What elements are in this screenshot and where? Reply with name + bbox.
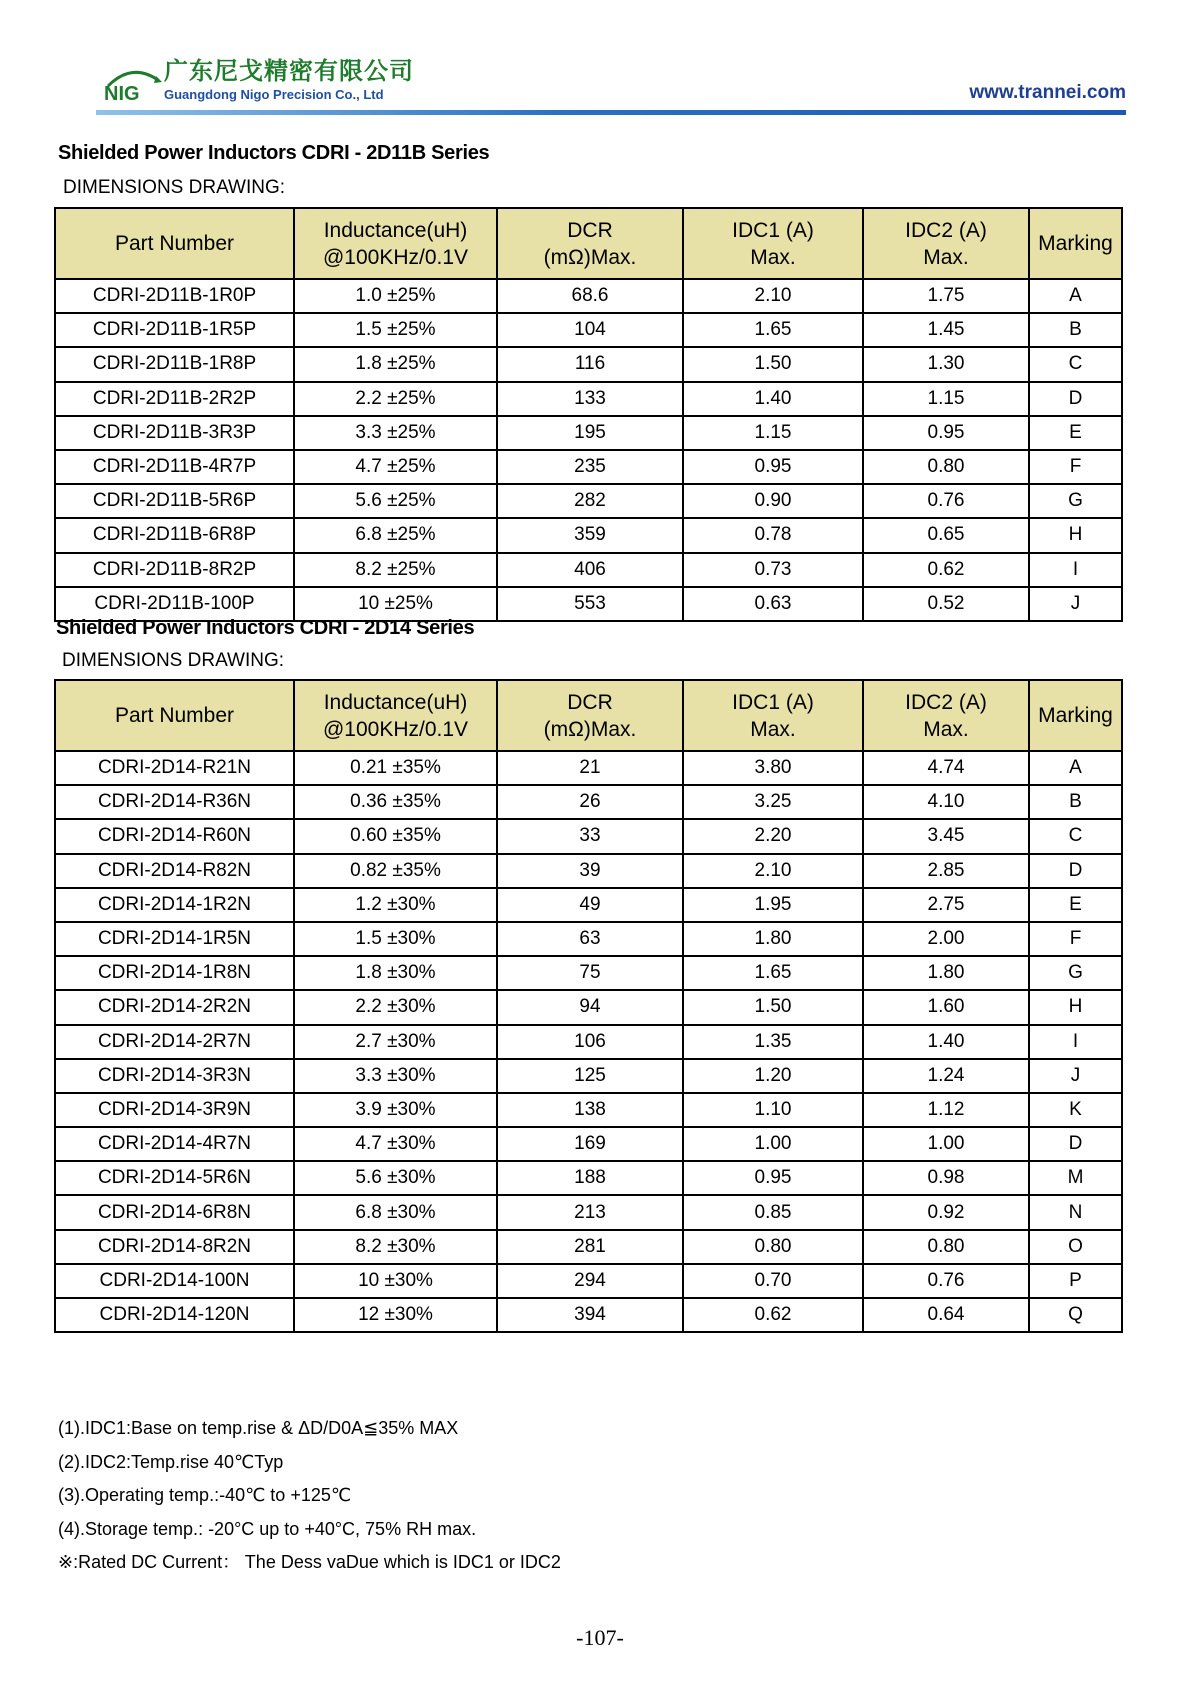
part-number-cell: CDRI-2D14-1R8N bbox=[55, 956, 294, 990]
marking-cell: G bbox=[1029, 484, 1122, 518]
marking-cell: F bbox=[1029, 922, 1122, 956]
inductance-cell: 2.2 ±25% bbox=[294, 382, 497, 416]
idc1-cell: 1.65 bbox=[683, 313, 863, 347]
marking-cell: J bbox=[1029, 587, 1122, 621]
website-url[interactable]: www.trannei.com bbox=[969, 82, 1126, 103]
dcr-cell: 33 bbox=[497, 819, 683, 853]
idc2-cell: 0.64 bbox=[863, 1298, 1029, 1332]
part-number-cell: CDRI-2D14-1R5N bbox=[55, 922, 294, 956]
table-row bbox=[55, 279, 1122, 313]
dcr-cell: 116 bbox=[497, 347, 683, 381]
dcr-cell: 21 bbox=[497, 751, 683, 785]
idc1-cell: 1.15 bbox=[683, 416, 863, 450]
note-storage-temp: (4).Storage temp.: -20°C up to +40°C, 75% RH max. bbox=[58, 1518, 477, 1539]
idc1-cell: 0.63 bbox=[683, 587, 863, 621]
idc2-cell: 4.74 bbox=[863, 751, 1029, 785]
part-number-cell: CDRI-2D11B-100P bbox=[55, 587, 294, 621]
part-number-cell: CDRI-2D14-4R7N bbox=[55, 1127, 294, 1161]
dcr-cell: 63 bbox=[497, 922, 683, 956]
part-number-cell: CDRI-2D11B-1R0P bbox=[55, 279, 294, 313]
dcr-cell: 213 bbox=[497, 1195, 683, 1229]
table-row bbox=[55, 922, 1122, 956]
dcr-cell: 282 bbox=[497, 484, 683, 518]
col-idc1: IDC1 (A) Max. bbox=[683, 208, 863, 279]
dcr-cell: 406 bbox=[497, 553, 683, 587]
idc1-cell: 1.50 bbox=[683, 990, 863, 1024]
col-part-number: Part Number bbox=[55, 680, 294, 751]
idc2-cell: 2.85 bbox=[863, 854, 1029, 888]
table-row bbox=[55, 1298, 1122, 1332]
part-number-cell: CDRI-2D11B-5R6P bbox=[55, 484, 294, 518]
inductance-cell: 3.9 ±30% bbox=[294, 1093, 497, 1127]
idc1-cell: 0.95 bbox=[683, 450, 863, 484]
dcr-cell: 106 bbox=[497, 1025, 683, 1059]
marking-cell: K bbox=[1029, 1093, 1122, 1127]
marking-cell: C bbox=[1029, 347, 1122, 381]
part-number-cell: CDRI-2D14-100N bbox=[55, 1264, 294, 1298]
part-number-cell: CDRI-2D11B-1R8P bbox=[55, 347, 294, 381]
part-number-cell: CDRI-2D14-6R8N bbox=[55, 1195, 294, 1229]
table-header-row bbox=[55, 680, 1122, 751]
marking-cell: A bbox=[1029, 279, 1122, 313]
marking-cell: B bbox=[1029, 313, 1122, 347]
idc1-cell: 0.80 bbox=[683, 1230, 863, 1264]
table-row bbox=[55, 990, 1122, 1024]
inductance-cell: 5.6 ±30% bbox=[294, 1161, 497, 1195]
idc2-cell: 4.10 bbox=[863, 785, 1029, 819]
inductance-cell: 1.2 ±30% bbox=[294, 888, 497, 922]
col-marking: Marking bbox=[1029, 208, 1122, 279]
idc1-cell: 2.20 bbox=[683, 819, 863, 853]
col-inductance: Inductance(uH) @100KHz/0.1V bbox=[294, 208, 497, 279]
table-row bbox=[55, 1161, 1122, 1195]
note-operating-temp: (3).Operating temp.:-40℃ to +125℃ bbox=[58, 1485, 352, 1505]
inductance-cell: 8.2 ±25% bbox=[294, 553, 497, 587]
inductance-cell: 2.7 ±30% bbox=[294, 1025, 497, 1059]
table-row bbox=[55, 1230, 1122, 1264]
part-number-cell: CDRI-2D14-R60N bbox=[55, 819, 294, 853]
table-body bbox=[55, 751, 1122, 1332]
series-title-2d14: Shielded Power Inductors CDRI - 2D14 Series bbox=[56, 617, 475, 639]
part-number-cell: CDRI-2D14-R21N bbox=[55, 751, 294, 785]
part-number-cell: CDRI-2D14-R82N bbox=[55, 854, 294, 888]
inductance-cell: 1.8 ±25% bbox=[294, 347, 497, 381]
idc1-cell: 1.35 bbox=[683, 1025, 863, 1059]
idc1-cell: 1.65 bbox=[683, 956, 863, 990]
marking-cell: D bbox=[1029, 382, 1122, 416]
marking-cell: H bbox=[1029, 990, 1122, 1024]
table-row bbox=[55, 854, 1122, 888]
col-idc2: IDC2 (A) Max. bbox=[863, 208, 1029, 279]
inductance-cell: 5.6 ±25% bbox=[294, 484, 497, 518]
marking-cell: O bbox=[1029, 1230, 1122, 1264]
notes bbox=[58, 1412, 561, 1580]
idc1-cell: 1.40 bbox=[683, 382, 863, 416]
inductance-cell: 0.60 ±35% bbox=[294, 819, 497, 853]
idc2-cell: 1.00 bbox=[863, 1127, 1029, 1161]
inductance-cell: 1.0 ±25% bbox=[294, 279, 497, 313]
marking-cell: E bbox=[1029, 888, 1122, 922]
dcr-cell: 133 bbox=[497, 382, 683, 416]
idc1-cell: 1.10 bbox=[683, 1093, 863, 1127]
col-idc1: IDC1 (A) Max. bbox=[683, 680, 863, 751]
inductance-cell: 0.36 ±35% bbox=[294, 785, 497, 819]
idc2-cell: 1.12 bbox=[863, 1093, 1029, 1127]
idc2-cell: 1.24 bbox=[863, 1059, 1029, 1093]
table-row bbox=[55, 313, 1122, 347]
marking-cell: I bbox=[1029, 553, 1122, 587]
inductance-cell: 3.3 ±30% bbox=[294, 1059, 497, 1093]
dcr-cell: 281 bbox=[497, 1230, 683, 1264]
dimensions-drawing-label-2d14: DIMENSIONS DRAWING: bbox=[62, 650, 285, 671]
idc1-cell: 1.00 bbox=[683, 1127, 863, 1161]
part-number-cell: CDRI-2D14-120N bbox=[55, 1298, 294, 1332]
table-row bbox=[55, 1025, 1122, 1059]
idc2-cell: 1.80 bbox=[863, 956, 1029, 990]
inductance-cell: 10 ±30% bbox=[294, 1264, 497, 1298]
idc1-cell: 0.70 bbox=[683, 1264, 863, 1298]
dcr-cell: 94 bbox=[497, 990, 683, 1024]
part-number-cell: CDRI-2D14-8R2N bbox=[55, 1230, 294, 1264]
part-number-cell: CDRI-2D14-2R7N bbox=[55, 1025, 294, 1059]
table-row bbox=[55, 751, 1122, 785]
idc1-cell: 3.80 bbox=[683, 751, 863, 785]
table-row bbox=[55, 382, 1122, 416]
idc1-cell: 0.62 bbox=[683, 1298, 863, 1332]
marking-cell: G bbox=[1029, 956, 1122, 990]
marking-cell: E bbox=[1029, 416, 1122, 450]
company-name bbox=[164, 58, 414, 103]
spec-table-2d11b bbox=[54, 207, 1123, 622]
dcr-cell: 169 bbox=[497, 1127, 683, 1161]
table-body bbox=[55, 279, 1122, 621]
dcr-cell: 125 bbox=[497, 1059, 683, 1093]
spec-table-2d14 bbox=[54, 679, 1123, 1333]
idc2-cell: 2.00 bbox=[863, 922, 1029, 956]
idc2-cell: 3.45 bbox=[863, 819, 1029, 853]
inductance-cell: 1.5 ±25% bbox=[294, 313, 497, 347]
idc2-cell: 2.75 bbox=[863, 888, 1029, 922]
company-name-en: Guangdong Nigo Precision Co., Ltd bbox=[164, 87, 384, 102]
marking-cell: F bbox=[1029, 450, 1122, 484]
company-name-cn: 广东尼戈精密有限公司 bbox=[164, 58, 414, 85]
part-number-cell: CDRI-2D11B-2R2P bbox=[55, 382, 294, 416]
idc2-cell: 0.76 bbox=[863, 484, 1029, 518]
idc2-cell: 1.45 bbox=[863, 313, 1029, 347]
marking-cell: J bbox=[1029, 1059, 1122, 1093]
idc2-cell: 0.65 bbox=[863, 518, 1029, 552]
idc2-cell: 1.60 bbox=[863, 990, 1029, 1024]
idc1-cell: 0.78 bbox=[683, 518, 863, 552]
dcr-cell: 359 bbox=[497, 518, 683, 552]
page-header bbox=[96, 52, 1126, 112]
dcr-cell: 26 bbox=[497, 785, 683, 819]
idc1-cell: 1.50 bbox=[683, 347, 863, 381]
table-row bbox=[55, 1093, 1122, 1127]
table-row bbox=[55, 1127, 1122, 1161]
part-number-cell: CDRI-2D11B-8R2P bbox=[55, 553, 294, 587]
table-row bbox=[55, 347, 1122, 381]
inductance-cell: 6.8 ±30% bbox=[294, 1195, 497, 1229]
inductance-cell: 0.82 ±35% bbox=[294, 854, 497, 888]
table-row bbox=[55, 1264, 1122, 1298]
page-number: -107- bbox=[576, 1625, 624, 1650]
col-marking: Marking bbox=[1029, 680, 1122, 751]
note-rated-dc-current: ※:Rated DC Current： The Dess vaDue which is IDC1 or IDC2 bbox=[58, 1552, 561, 1572]
inductance-cell: 6.8 ±25% bbox=[294, 518, 497, 552]
part-number-cell: CDRI-2D14-1R2N bbox=[55, 888, 294, 922]
dcr-cell: 104 bbox=[497, 313, 683, 347]
inductance-cell: 3.3 ±25% bbox=[294, 416, 497, 450]
marking-cell: D bbox=[1029, 854, 1122, 888]
dcr-cell: 195 bbox=[497, 416, 683, 450]
idc2-cell: 0.98 bbox=[863, 1161, 1029, 1195]
dcr-cell: 294 bbox=[497, 1264, 683, 1298]
inductance-cell: 4.7 ±30% bbox=[294, 1127, 497, 1161]
header-divider bbox=[96, 110, 1126, 115]
dcr-cell: 68.6 bbox=[497, 279, 683, 313]
note-idc2: (2).IDC2:Temp.rise 40℃Typ bbox=[58, 1451, 284, 1472]
table-row bbox=[55, 450, 1122, 484]
col-dcr: DCR (mΩ)Max. bbox=[497, 680, 683, 751]
marking-cell: B bbox=[1029, 785, 1122, 819]
part-number-cell: CDRI-2D14-3R9N bbox=[55, 1093, 294, 1127]
dcr-cell: 394 bbox=[497, 1298, 683, 1332]
marking-cell: Q bbox=[1029, 1298, 1122, 1332]
nigo-logo-icon bbox=[102, 66, 164, 106]
idc1-cell: 0.90 bbox=[683, 484, 863, 518]
table-row bbox=[55, 956, 1122, 990]
idc1-cell: 1.20 bbox=[683, 1059, 863, 1093]
table-row bbox=[55, 1059, 1122, 1093]
idc1-cell: 0.85 bbox=[683, 1195, 863, 1229]
dcr-cell: 553 bbox=[497, 587, 683, 621]
series-title-2d11b: Shielded Power Inductors CDRI - 2D11B Series bbox=[58, 142, 490, 164]
inductance-cell: 1.8 ±30% bbox=[294, 956, 497, 990]
marking-cell: A bbox=[1029, 751, 1122, 785]
inductance-cell: 8.2 ±30% bbox=[294, 1230, 497, 1264]
table-row bbox=[55, 785, 1122, 819]
part-number-cell: CDRI-2D14-R36N bbox=[55, 785, 294, 819]
idc2-cell: 0.52 bbox=[863, 587, 1029, 621]
idc2-cell: 0.92 bbox=[863, 1195, 1029, 1229]
dcr-cell: 75 bbox=[497, 956, 683, 990]
part-number-cell: CDRI-2D11B-3R3P bbox=[55, 416, 294, 450]
part-number-cell: CDRI-2D14-5R6N bbox=[55, 1161, 294, 1195]
idc2-cell: 0.76 bbox=[863, 1264, 1029, 1298]
col-inductance: Inductance(uH) @100KHz/0.1V bbox=[294, 680, 497, 751]
col-idc2: IDC2 (A) Max. bbox=[863, 680, 1029, 751]
marking-cell: I bbox=[1029, 1025, 1122, 1059]
inductance-cell: 2.2 ±30% bbox=[294, 990, 497, 1024]
dimensions-drawing-label-2d11b: DIMENSIONS DRAWING: bbox=[63, 177, 286, 198]
marking-cell: C bbox=[1029, 819, 1122, 853]
idc2-cell: 1.30 bbox=[863, 347, 1029, 381]
marking-cell: H bbox=[1029, 518, 1122, 552]
idc2-cell: 0.80 bbox=[863, 1230, 1029, 1264]
inductance-cell: 4.7 ±25% bbox=[294, 450, 497, 484]
dcr-cell: 235 bbox=[497, 450, 683, 484]
idc1-cell: 2.10 bbox=[683, 279, 863, 313]
idc1-cell: 3.25 bbox=[683, 785, 863, 819]
table-row bbox=[55, 518, 1122, 552]
table-row bbox=[55, 416, 1122, 450]
table-row bbox=[55, 484, 1122, 518]
dcr-cell: 138 bbox=[497, 1093, 683, 1127]
part-number-cell: CDRI-2D11B-1R5P bbox=[55, 313, 294, 347]
part-number-cell: CDRI-2D14-3R3N bbox=[55, 1059, 294, 1093]
idc2-cell: 0.62 bbox=[863, 553, 1029, 587]
inductance-cell: 0.21 ±35% bbox=[294, 751, 497, 785]
marking-cell: D bbox=[1029, 1127, 1122, 1161]
inductance-cell: 1.5 ±30% bbox=[294, 922, 497, 956]
table-row bbox=[55, 1195, 1122, 1229]
col-dcr: DCR (mΩ)Max. bbox=[497, 208, 683, 279]
idc1-cell: 1.95 bbox=[683, 888, 863, 922]
table-row bbox=[55, 553, 1122, 587]
table-row bbox=[55, 888, 1122, 922]
part-number-cell: CDRI-2D14-2R2N bbox=[55, 990, 294, 1024]
table-row bbox=[55, 587, 1122, 621]
idc1-cell: 2.10 bbox=[683, 854, 863, 888]
svg-text:NIG: NIG bbox=[104, 83, 140, 105]
dcr-cell: 188 bbox=[497, 1161, 683, 1195]
idc2-cell: 0.95 bbox=[863, 416, 1029, 450]
idc1-cell: 0.95 bbox=[683, 1161, 863, 1195]
idc2-cell: 1.75 bbox=[863, 279, 1029, 313]
note-idc1: (1).IDC1:Base on temp.rise & ΔD/D0A≦35% MAX bbox=[58, 1418, 459, 1438]
idc2-cell: 0.80 bbox=[863, 450, 1029, 484]
col-part-number: Part Number bbox=[55, 208, 294, 279]
inductance-cell: 12 ±30% bbox=[294, 1298, 497, 1332]
part-number-cell: CDRI-2D11B-4R7P bbox=[55, 450, 294, 484]
table-row bbox=[55, 819, 1122, 853]
marking-cell: M bbox=[1029, 1161, 1122, 1195]
table-header-row bbox=[55, 208, 1122, 279]
part-number-cell: CDRI-2D11B-6R8P bbox=[55, 518, 294, 552]
idc2-cell: 1.40 bbox=[863, 1025, 1029, 1059]
idc2-cell: 1.15 bbox=[863, 382, 1029, 416]
idc1-cell: 0.73 bbox=[683, 553, 863, 587]
marking-cell: N bbox=[1029, 1195, 1122, 1229]
inductance-cell: 10 ±25% bbox=[294, 587, 497, 621]
marking-cell: P bbox=[1029, 1264, 1122, 1298]
dcr-cell: 39 bbox=[497, 854, 683, 888]
idc1-cell: 1.80 bbox=[683, 922, 863, 956]
dcr-cell: 49 bbox=[497, 888, 683, 922]
